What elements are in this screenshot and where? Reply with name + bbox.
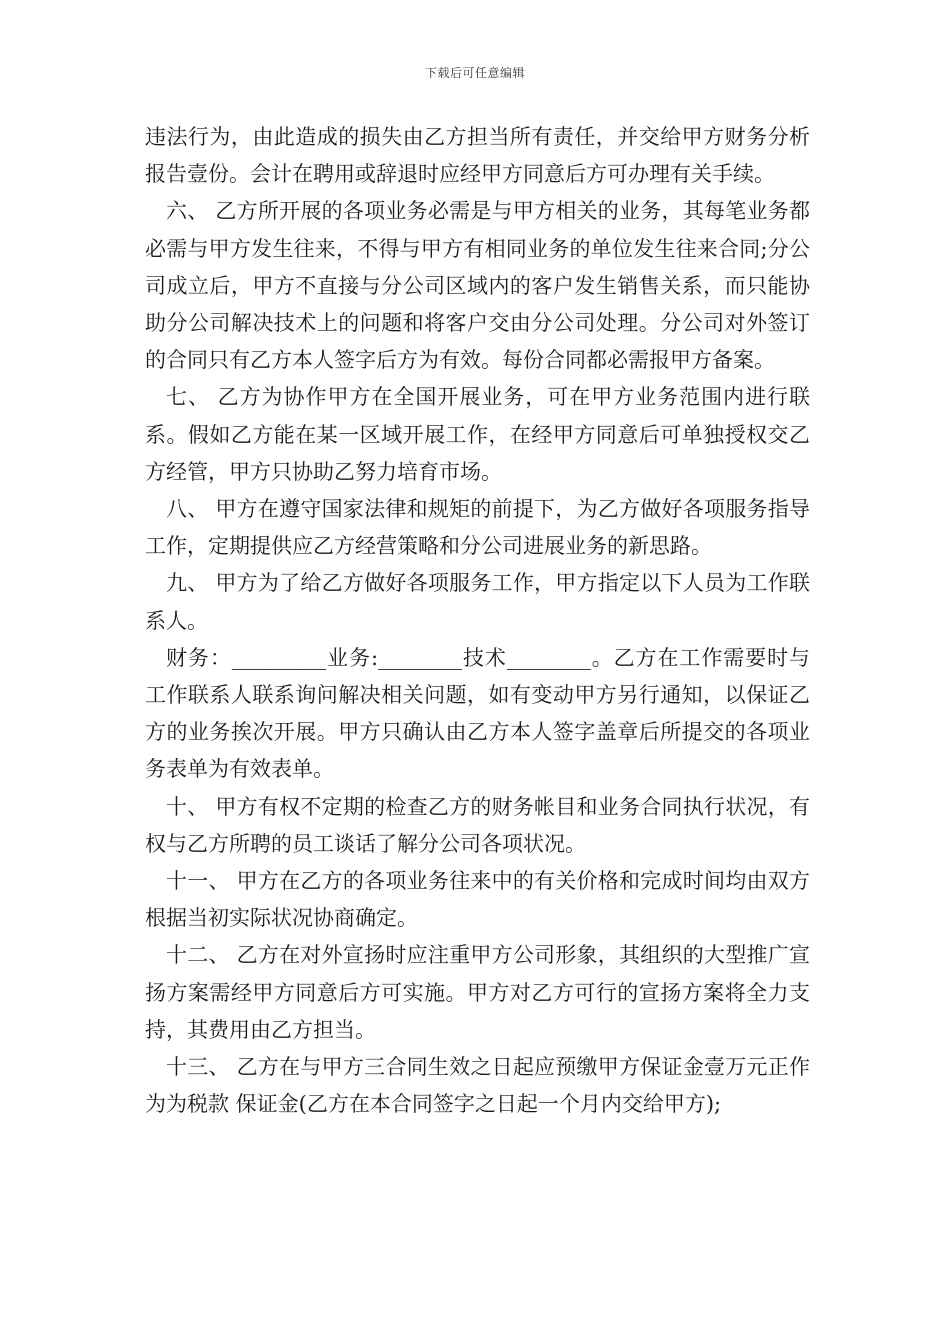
paragraph-clause-10: 十、 甲方有权不定期的检查乙方的财务帐目和业务合同执行状况，有权与乙方所聘的员工谈话了解分公司各项状况。 [145, 794, 810, 856]
header-note: 下载后可任意编辑 [424, 66, 525, 80]
paragraph-clause-12: 十二、 乙方在对外宣扬时应注重甲方公司形象，其组织的大型推广宣扬方案需经甲方同意后方可实施。甲方对乙方可行的宣扬方案将全力支持，其费用由乙方担当。 [145, 943, 810, 1042]
document-body [145, 119, 810, 1123]
paragraph-clause-8: 八、 甲方在遵守国家法律和规矩的前提下，为乙方做好各项服务指导工作，定期提供应乙方经营策略和分公司进展业务的新思路。 [145, 497, 810, 559]
paragraph-clause-13: 十三、 乙方在与甲方三合同生效之日起应预缴甲方保证金壹万元正作为为税款 保证金(乙方在本合同签字之日起一个月内交给甲方); [145, 1055, 810, 1117]
paragraph-clause-6: 六、 乙方所开展的各项业务必需是与甲方相关的业务，其每笔业务都必需与甲方发生往来，不得与甲方有相同业务的单位发生往来合同;分公司成立后，甲方不直接与分公司区域内的客户发生销售关系，而只能协助分公司解决技术上的问题和将客户交由分公司处理。分公司对外签订的合同只有乙方本人签字后方为有效。每份合同都必需报甲方备案。 [145, 199, 810, 373]
paragraph-continuation: 违法行为，由此造成的损失由乙方担当所有责任，并交给甲方财务分析报告壹份。会计在聘用或辞退时应经甲方同意后方可办理有关手续。 [145, 125, 810, 187]
paragraph-clause-9: 九、 甲方为了给乙方做好各项服务工作，甲方指定以下人员为工作联系人。 [145, 571, 810, 633]
paragraph-contacts: 财务：_________业务:________技术________。乙方在工作需要时与工作联系人联系询问解决相关问题，如有变动甲方另行通知，以保证乙方的业务挨次开展。甲方只确认由乙方本人签字盖章后所提交的各项业务表单为有效表单。 [145, 645, 810, 782]
paragraph-clause-7: 七、 乙方为协作甲方在全国开展业务，可在甲方业务范围内进行联系。假如乙方能在某一区域开展工作，在经甲方同意后可单独授权交乙方经管，甲方只协助乙努力培育市场。 [145, 385, 810, 484]
paragraph-clause-11: 十一、 甲方在乙方的各项业务往来中的有关价格和完成时间均由双方根据当初实际状况协商确定。 [145, 869, 810, 931]
